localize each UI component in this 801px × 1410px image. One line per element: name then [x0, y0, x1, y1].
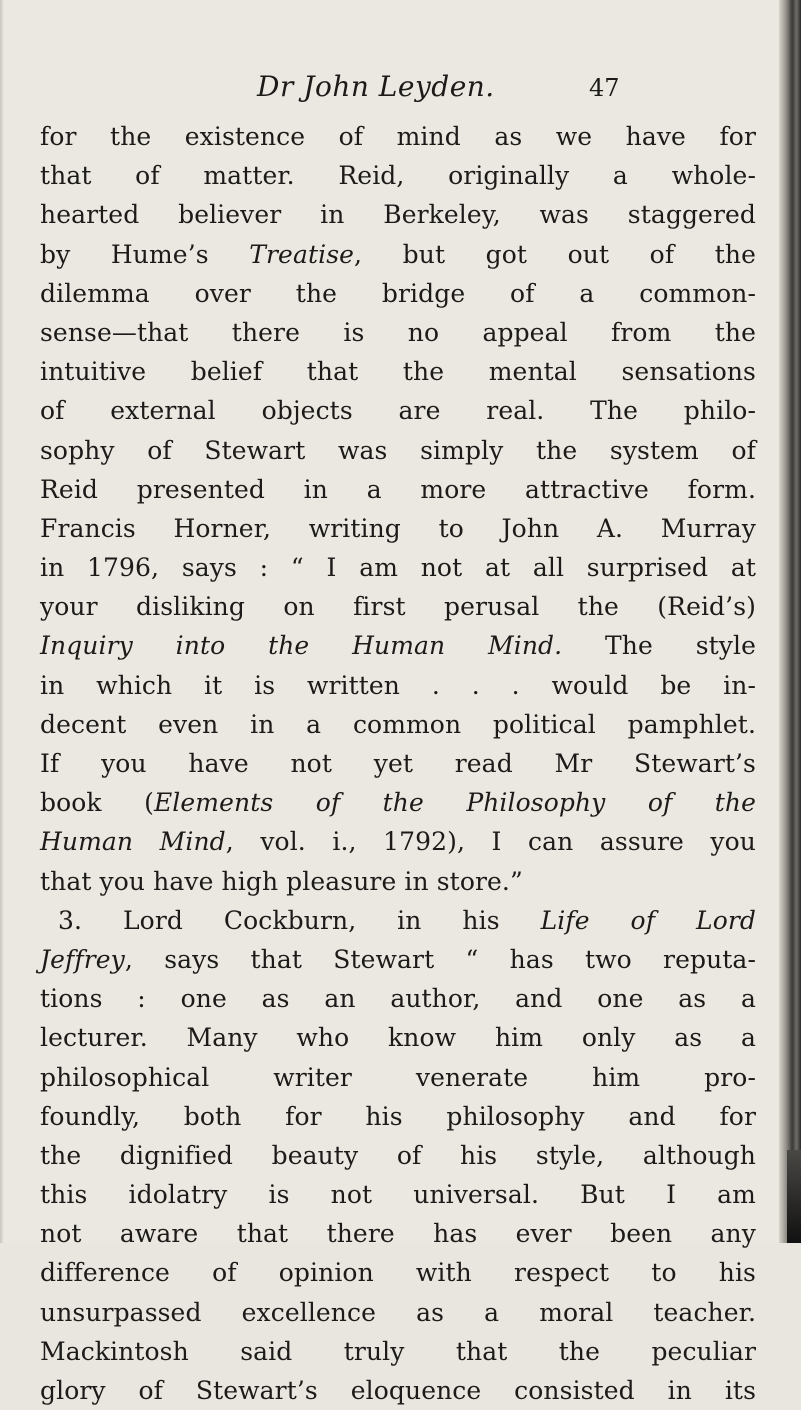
text-run: book ( — [40, 788, 154, 818]
italic-text: Human Mind — [40, 827, 226, 857]
text-run: 3. Lord Cockburn, in his — [58, 905, 541, 935]
text-line — [40, 705, 756, 744]
text-line — [40, 1097, 756, 1136]
text-run: , but got out of the — [354, 239, 756, 269]
page-left-edge — [0, 0, 4, 1243]
book-binding-edge — [779, 0, 801, 1243]
text-run: that you have high pleasure in store.” — [40, 866, 523, 896]
text-line — [40, 979, 756, 1018]
text-run: lecturer. Many who know him only as a — [40, 1023, 756, 1053]
italic-text: Elements of the Philosophy of the — [153, 788, 756, 818]
page-number: 47 — [589, 74, 620, 102]
text-line — [40, 1175, 756, 1214]
text-line — [40, 1058, 756, 1097]
italic-text: Jeffrey — [40, 944, 125, 974]
text-line — [40, 901, 756, 940]
text-run: that of matter. Reid, originally a whole- — [40, 161, 756, 191]
text-run: sophy of Stewart was simply the system of — [40, 435, 756, 465]
italic-text: Inquiry into the Human Mind. — [40, 631, 563, 661]
text-line — [40, 1018, 756, 1057]
text-run: the dignified beauty of his style, although — [40, 1140, 756, 1170]
text-line — [40, 1332, 756, 1371]
running-title: Dr John Leyden. — [257, 70, 495, 103]
text-line — [40, 470, 756, 509]
text-line — [40, 1214, 756, 1253]
text-run: your disliking on first perusal the (Reid’s) — [40, 592, 756, 622]
running-head — [0, 70, 760, 110]
text-run: Mackintosh said truly that the peculiar — [40, 1336, 756, 1366]
text-run: not aware that there has ever been any — [40, 1219, 756, 1249]
text-line — [40, 274, 756, 313]
text-line — [40, 352, 756, 391]
text-run: , vol. i., 1792), I can assure you — [225, 827, 756, 857]
text-line — [40, 156, 756, 195]
binding-shadow — [787, 1150, 801, 1243]
text-run: , says that Stewart “ has two reputa- — [124, 944, 756, 974]
text-line — [40, 195, 756, 234]
text-run: Francis Horner, writing to John A. Murray — [40, 513, 756, 543]
text-run: in which it is written . . . would be in- — [40, 670, 756, 700]
text-line — [40, 431, 756, 470]
text-run: dilemma over the bridge of a common- — [40, 278, 756, 308]
text-line — [40, 509, 756, 548]
text-line — [40, 1371, 756, 1410]
body-text — [40, 117, 756, 1410]
text-line — [40, 587, 756, 626]
text-run: decent even in a common political pamphlet. — [40, 709, 756, 739]
text-line — [40, 666, 756, 705]
text-run: If you have not yet read Mr Stewart’s — [40, 749, 756, 778]
text-line — [40, 548, 756, 587]
text-run: sense—that there is no appeal from the — [40, 317, 756, 347]
text-run: philosophical writer venerate him pro- — [40, 1062, 756, 1092]
text-line — [40, 391, 756, 430]
text-line — [40, 940, 756, 979]
text-line — [40, 1293, 756, 1332]
text-run: Reid presented in a more attractive form. — [40, 474, 756, 504]
text-run: this idolatry is not universal. But I am — [40, 1180, 756, 1210]
text-run: difference of opinion with respect to his — [40, 1258, 756, 1288]
text-run: in 1796, says : “ I am not at all surprised at — [40, 553, 756, 583]
text-run: of external objects are real. The philo- — [40, 396, 756, 426]
text-line — [40, 744, 756, 783]
text-line — [40, 1136, 756, 1175]
text-line — [40, 822, 756, 861]
text-line — [40, 783, 756, 822]
italic-text: Treatise — [249, 239, 355, 269]
text-run: intuitive belief that the mental sensations — [40, 357, 756, 387]
text-run: tions : one as an author, and one as a — [40, 984, 756, 1014]
text-line — [40, 117, 756, 156]
text-run: for the existence of mind as we have for — [40, 122, 756, 151]
text-line — [40, 626, 756, 665]
text-run: hearted believer in Berkeley, was staggered — [40, 200, 756, 230]
text-line — [40, 862, 756, 901]
text-run: foundly, both for his philosophy and for — [40, 1101, 756, 1131]
text-line — [40, 235, 756, 274]
text-line — [40, 313, 756, 352]
text-run: by Hume’s — [40, 239, 250, 269]
text-run: glory of Stewart’s eloquence consisted in its — [40, 1376, 756, 1405]
text-line — [40, 1253, 756, 1292]
italic-text: Life of Lord — [540, 905, 756, 935]
text-run: The style — [562, 631, 756, 661]
text-run: unsurpassed excellence as a moral teacher. — [40, 1297, 756, 1327]
